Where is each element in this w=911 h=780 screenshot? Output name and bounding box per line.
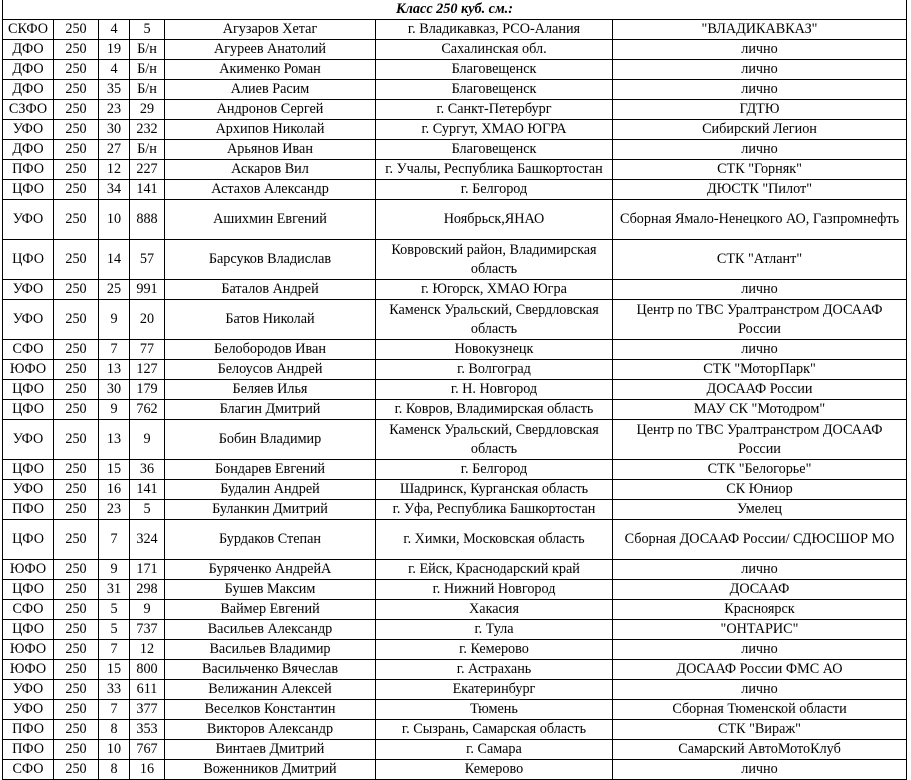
class-cell: 250: [54, 200, 99, 240]
district-cell: ЦФО: [3, 180, 54, 200]
number-cell: 888: [130, 200, 165, 240]
city-cell: Новокузнецк: [376, 340, 613, 360]
number-cell: 12: [130, 640, 165, 660]
city-cell: Благовещенск: [376, 80, 613, 100]
team-cell: Самарский АвтоМотоКлуб: [613, 740, 907, 760]
place-cell: 14: [99, 240, 130, 280]
name-cell: Ваймер Евгений: [165, 600, 376, 620]
team-cell: СТК "Белогорье": [613, 460, 907, 480]
number-cell: 16: [130, 760, 165, 780]
district-cell: ЦФО: [3, 400, 54, 420]
team-cell: лично: [613, 560, 907, 580]
district-cell: УФО: [3, 300, 54, 340]
place-cell: 19: [99, 40, 130, 60]
table-row: [3, 680, 907, 700]
district-cell: ДФО: [3, 60, 54, 80]
team-cell: лично: [613, 140, 907, 160]
district-cell: СФО: [3, 600, 54, 620]
city-cell: г. Кемерово: [376, 640, 613, 660]
name-cell: Баталов Андрей: [165, 280, 376, 300]
city-cell: г. Сургут, ХМАО ЮГРА: [376, 120, 613, 140]
team-cell: лично: [613, 340, 907, 360]
city-cell: г. Н. Новгород: [376, 380, 613, 400]
title-row: [3, 0, 907, 20]
place-cell: 13: [99, 360, 130, 380]
name-cell: Беляев Илья: [165, 380, 376, 400]
city-cell: г. Сызрань, Самарская область: [376, 720, 613, 740]
district-cell: ЦФО: [3, 580, 54, 600]
name-cell: Веселков Константин: [165, 700, 376, 720]
team-cell: СТК "Атлант": [613, 240, 907, 280]
name-cell: Бушев Максим: [165, 580, 376, 600]
city-cell: г. Химки, Московская область: [376, 520, 613, 560]
number-cell: 762: [130, 400, 165, 420]
place-cell: 12: [99, 160, 130, 180]
class-cell: 250: [54, 760, 99, 780]
table-row: [3, 580, 907, 600]
table-row: [3, 160, 907, 180]
city-cell: г. Владикавказ, РСО-Алания: [376, 20, 613, 40]
district-cell: ЦФО: [3, 240, 54, 280]
team-cell: Сборная Ямало-Ненецкого АО, Газпромнефть: [613, 200, 907, 240]
district-cell: СКФО: [3, 20, 54, 40]
table-row: [3, 620, 907, 640]
class-cell: 250: [54, 140, 99, 160]
place-cell: 34: [99, 180, 130, 200]
team-cell: ДОСААФ России ФМС АО: [613, 660, 907, 680]
name-cell: Винтаев Дмитрий: [165, 740, 376, 760]
table-row: [3, 760, 907, 780]
name-cell: Акименко Роман: [165, 60, 376, 80]
table-row: [3, 380, 907, 400]
city-cell: г. Ейск, Краснодарский край: [376, 560, 613, 580]
city-cell: г. Учалы, Республика Башкортостан: [376, 160, 613, 180]
name-cell: Будалин Андрей: [165, 480, 376, 500]
team-cell: лично: [613, 40, 907, 60]
class-cell: 250: [54, 460, 99, 480]
name-cell: Воженников Дмитрий: [165, 760, 376, 780]
class-cell: 250: [54, 240, 99, 280]
name-cell: Барсуков Владислав: [165, 240, 376, 280]
district-cell: СФО: [3, 760, 54, 780]
team-cell: ДЮСТК "Пилот": [613, 180, 907, 200]
city-cell: г. Волгоград: [376, 360, 613, 380]
name-cell: Васильев Александр: [165, 620, 376, 640]
table-row: [3, 120, 907, 140]
name-cell: Архипов Николай: [165, 120, 376, 140]
team-cell: ДОСААФ России: [613, 380, 907, 400]
team-cell: Красноярск: [613, 600, 907, 620]
team-cell: лично: [613, 60, 907, 80]
district-cell: ЮФО: [3, 660, 54, 680]
class-cell: 250: [54, 20, 99, 40]
name-cell: Арьянов Иван: [165, 140, 376, 160]
number-cell: 5: [130, 20, 165, 40]
class-cell: 250: [54, 120, 99, 140]
city-cell: г. Ковров, Владимирская область: [376, 400, 613, 420]
name-cell: Бондарев Евгений: [165, 460, 376, 480]
class-cell: 250: [54, 160, 99, 180]
place-cell: 4: [99, 20, 130, 40]
table-row: [3, 300, 907, 340]
table-row: [3, 60, 907, 80]
number-cell: 298: [130, 580, 165, 600]
team-cell: СТК "Горняк": [613, 160, 907, 180]
place-cell: 33: [99, 680, 130, 700]
district-cell: ПФО: [3, 500, 54, 520]
district-cell: УФО: [3, 280, 54, 300]
class-cell: 250: [54, 640, 99, 660]
table-row: [3, 480, 907, 500]
district-cell: УФО: [3, 480, 54, 500]
place-cell: 13: [99, 420, 130, 460]
city-cell: Благовещенск: [376, 60, 613, 80]
place-cell: 23: [99, 500, 130, 520]
city-cell: Сахалинская обл.: [376, 40, 613, 60]
city-cell: г. Белгород: [376, 180, 613, 200]
name-cell: Алиев Расим: [165, 80, 376, 100]
district-cell: ЦФО: [3, 380, 54, 400]
table-row: [3, 720, 907, 740]
city-cell: г. Югорск, ХМАО Югра: [376, 280, 613, 300]
number-cell: 179: [130, 380, 165, 400]
district-cell: ПФО: [3, 720, 54, 740]
city-cell: г. Санкт-Петербург: [376, 100, 613, 120]
name-cell: Буряченко АндрейА: [165, 560, 376, 580]
number-cell: 800: [130, 660, 165, 680]
table-row: [3, 280, 907, 300]
table-row: [3, 180, 907, 200]
class-cell: 250: [54, 60, 99, 80]
number-cell: 5: [130, 500, 165, 520]
number-cell: 991: [130, 280, 165, 300]
participants-table: [2, 0, 907, 780]
table-row: [3, 400, 907, 420]
class-cell: 250: [54, 700, 99, 720]
number-cell: 141: [130, 180, 165, 200]
city-cell: г. Белгород: [376, 460, 613, 480]
class-cell: 250: [54, 480, 99, 500]
name-cell: Ашихмин Евгений: [165, 200, 376, 240]
class-cell: 250: [54, 740, 99, 760]
number-cell: 141: [130, 480, 165, 500]
number-cell: 9: [130, 600, 165, 620]
place-cell: 35: [99, 80, 130, 100]
number-cell: 611: [130, 680, 165, 700]
table-row: [3, 20, 907, 40]
number-cell: 232: [130, 120, 165, 140]
number-cell: 77: [130, 340, 165, 360]
city-cell: Хакасия: [376, 600, 613, 620]
class-cell: 250: [54, 360, 99, 380]
table-row: [3, 560, 907, 580]
team-cell: "ОНТАРИС": [613, 620, 907, 640]
number-cell: Б/н: [130, 80, 165, 100]
table-row: [3, 360, 907, 380]
number-cell: 127: [130, 360, 165, 380]
place-cell: 9: [99, 400, 130, 420]
district-cell: ДФО: [3, 80, 54, 100]
name-cell: Васильев Владимир: [165, 640, 376, 660]
class-title: Класс 250 куб. см.:: [3, 0, 907, 20]
district-cell: ЦФО: [3, 520, 54, 560]
team-cell: ГДТЮ: [613, 100, 907, 120]
team-cell: СК Юниор: [613, 480, 907, 500]
class-cell: 250: [54, 380, 99, 400]
name-cell: Белоусов Андрей: [165, 360, 376, 380]
name-cell: Васильченко Вячеслав: [165, 660, 376, 680]
team-cell: лично: [613, 640, 907, 660]
team-cell: Сборная ДОСААФ России/ СДЮСШОР МО: [613, 520, 907, 560]
name-cell: Бурдаков Степан: [165, 520, 376, 560]
name-cell: Буланкин Дмитрий: [165, 500, 376, 520]
table-row: [3, 460, 907, 480]
class-cell: 250: [54, 560, 99, 580]
class-cell: 250: [54, 180, 99, 200]
class-cell: 250: [54, 280, 99, 300]
table-row: [3, 640, 907, 660]
city-cell: г. Нижний Новгород: [376, 580, 613, 600]
place-cell: 23: [99, 100, 130, 120]
number-cell: 9: [130, 420, 165, 460]
district-cell: СЗФО: [3, 100, 54, 120]
place-cell: 7: [99, 520, 130, 560]
district-cell: ПФО: [3, 740, 54, 760]
number-cell: Б/н: [130, 60, 165, 80]
place-cell: 25: [99, 280, 130, 300]
name-cell: Агузаров Хетаг: [165, 20, 376, 40]
class-cell: 250: [54, 720, 99, 740]
team-cell: Сборная Тюменской области: [613, 700, 907, 720]
number-cell: 20: [130, 300, 165, 340]
table-row: [3, 420, 907, 460]
number-cell: 767: [130, 740, 165, 760]
number-cell: Б/н: [130, 140, 165, 160]
name-cell: Аскаров Вил: [165, 160, 376, 180]
name-cell: Батов Николай: [165, 300, 376, 340]
city-cell: Кемерово: [376, 760, 613, 780]
class-cell: 250: [54, 40, 99, 60]
place-cell: 30: [99, 120, 130, 140]
number-cell: 227: [130, 160, 165, 180]
table-row: [3, 500, 907, 520]
team-cell: СТК "МоторПарк": [613, 360, 907, 380]
team-cell: СТК "Вираж": [613, 720, 907, 740]
name-cell: Бобин Владимир: [165, 420, 376, 460]
district-cell: СФО: [3, 340, 54, 360]
class-cell: 250: [54, 300, 99, 340]
place-cell: 7: [99, 340, 130, 360]
place-cell: 27: [99, 140, 130, 160]
district-cell: УФО: [3, 200, 54, 240]
class-cell: 250: [54, 620, 99, 640]
district-cell: ЮФО: [3, 640, 54, 660]
place-cell: 5: [99, 620, 130, 640]
city-cell: Каменск Уральский, Свердловская область: [376, 300, 613, 340]
city-cell: г. Уфа, Республика Башкортостан: [376, 500, 613, 520]
table-row: [3, 100, 907, 120]
district-cell: УФО: [3, 120, 54, 140]
team-cell: Центр по ТВС Уралтранстром ДОСААФ России: [613, 420, 907, 460]
number-cell: 324: [130, 520, 165, 560]
class-cell: 250: [54, 500, 99, 520]
class-cell: 250: [54, 520, 99, 560]
team-cell: лично: [613, 680, 907, 700]
place-cell: 10: [99, 200, 130, 240]
city-cell: г. Самара: [376, 740, 613, 760]
place-cell: 7: [99, 700, 130, 720]
city-cell: г. Тула: [376, 620, 613, 640]
team-cell: Центр по ТВС Уралтранстром ДОСААФ России: [613, 300, 907, 340]
district-cell: ЦФО: [3, 460, 54, 480]
name-cell: Андронов Сергей: [165, 100, 376, 120]
place-cell: 9: [99, 300, 130, 340]
name-cell: Агуреев Анатолий: [165, 40, 376, 60]
number-cell: 353: [130, 720, 165, 740]
city-cell: Благовещенск: [376, 140, 613, 160]
team-cell: Сибирский Легион: [613, 120, 907, 140]
team-cell: ДОСААФ: [613, 580, 907, 600]
number-cell: 377: [130, 700, 165, 720]
table-row: [3, 600, 907, 620]
table-row: [3, 740, 907, 760]
number-cell: 171: [130, 560, 165, 580]
team-cell: "ВЛАДИКАВКАЗ": [613, 20, 907, 40]
table-row: [3, 200, 907, 240]
city-cell: Тюмень: [376, 700, 613, 720]
class-cell: 250: [54, 420, 99, 460]
district-cell: УФО: [3, 680, 54, 700]
district-cell: ЦФО: [3, 620, 54, 640]
district-cell: ЮФО: [3, 560, 54, 580]
name-cell: Велижанин Алексей: [165, 680, 376, 700]
class-cell: 250: [54, 100, 99, 120]
district-cell: ДФО: [3, 140, 54, 160]
city-cell: Екатеринбург: [376, 680, 613, 700]
table-row: [3, 660, 907, 680]
name-cell: Белобородов Иван: [165, 340, 376, 360]
city-cell: Шадринск, Курганская область: [376, 480, 613, 500]
place-cell: 9: [99, 560, 130, 580]
table-row: [3, 80, 907, 100]
table-row: [3, 140, 907, 160]
district-cell: ПФО: [3, 160, 54, 180]
table-row: [3, 700, 907, 720]
district-cell: ЮФО: [3, 360, 54, 380]
name-cell: Благин Дмитрий: [165, 400, 376, 420]
city-cell: Ноябрьск,ЯНАО: [376, 200, 613, 240]
class-cell: 250: [54, 680, 99, 700]
place-cell: 15: [99, 660, 130, 680]
class-cell: 250: [54, 80, 99, 100]
number-cell: 36: [130, 460, 165, 480]
place-cell: 30: [99, 380, 130, 400]
class-cell: 250: [54, 600, 99, 620]
table-row: [3, 340, 907, 360]
class-cell: 250: [54, 400, 99, 420]
name-cell: Викторов Александр: [165, 720, 376, 740]
district-cell: УФО: [3, 420, 54, 460]
team-cell: лично: [613, 280, 907, 300]
team-cell: лично: [613, 80, 907, 100]
number-cell: 57: [130, 240, 165, 280]
district-cell: ДФО: [3, 40, 54, 60]
place-cell: 7: [99, 640, 130, 660]
city-cell: Ковровский район, Владимирская область: [376, 240, 613, 280]
place-cell: 8: [99, 720, 130, 740]
class-cell: 250: [54, 660, 99, 680]
city-cell: г. Астрахань: [376, 660, 613, 680]
district-cell: УФО: [3, 700, 54, 720]
place-cell: 4: [99, 60, 130, 80]
place-cell: 15: [99, 460, 130, 480]
table-row: [3, 40, 907, 60]
city-cell: Каменск Уральский, Свердловская область: [376, 420, 613, 460]
number-cell: 737: [130, 620, 165, 640]
team-cell: Умелец: [613, 500, 907, 520]
table-row: [3, 240, 907, 280]
place-cell: 5: [99, 600, 130, 620]
number-cell: Б/н: [130, 40, 165, 60]
place-cell: 10: [99, 740, 130, 760]
class-cell: 250: [54, 340, 99, 360]
team-cell: лично: [613, 760, 907, 780]
number-cell: 29: [130, 100, 165, 120]
team-cell: МАУ СК "Мотодром": [613, 400, 907, 420]
place-cell: 8: [99, 760, 130, 780]
name-cell: Астахов Александр: [165, 180, 376, 200]
place-cell: 31: [99, 580, 130, 600]
class-cell: 250: [54, 580, 99, 600]
table-row: [3, 520, 907, 560]
place-cell: 16: [99, 480, 130, 500]
